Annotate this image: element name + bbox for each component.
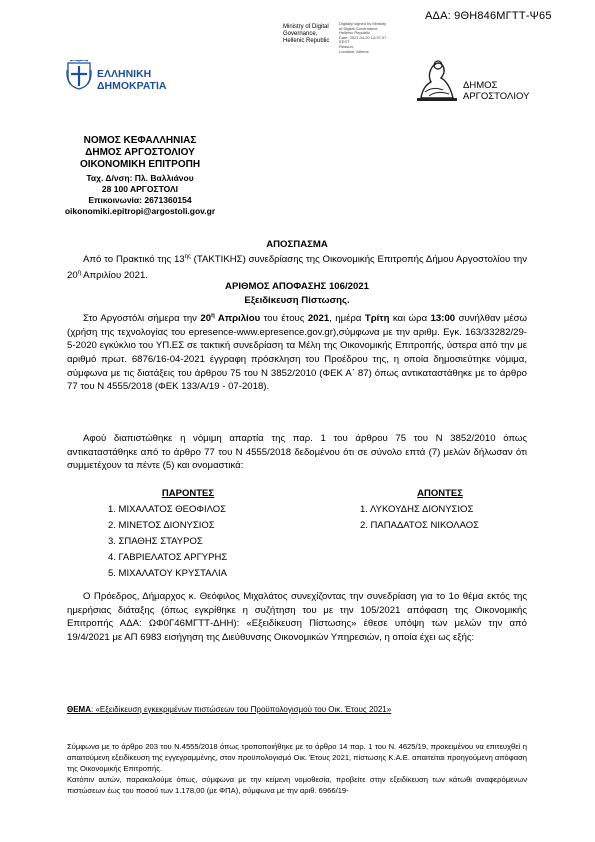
signature-details (339, 22, 419, 54)
issuer-header (55, 135, 225, 217)
p1-text: του έτους (260, 313, 308, 325)
municipality-line: ΑΡΓΟΣΤΟΛΙΟΥ (463, 91, 530, 102)
email-link[interactable]: oikonomiki.epitropi@argostoli.gov.gr (64, 206, 216, 216)
p1-bold: 13:00 (430, 313, 456, 325)
decision-subject: Εξειδίκευση Πίστωσης. (244, 295, 350, 306)
committee-title: ΟΙΚΟΝΟΜΙΚΗ ΕΠΙΤΡΟΠΗ (79, 159, 201, 170)
p1-bold: 2021 (307, 313, 330, 325)
present-member: 3. ΣΠΑΘΗΣ ΣΤΑΥΡΟΣ (108, 536, 203, 547)
thema-line (67, 705, 527, 714)
document-title: ΑΠΟΣΠΑΣΜΑ (266, 239, 328, 250)
present-heading: ΠΑΡΟΝΤΕΣ (161, 488, 215, 499)
intro-text: (ΤΑΚΤΙΚΗΣ) συνεδρίασης της Οικονομικής Επιτροπής Δήμου Αργοστολίου την 20 (67, 254, 527, 281)
thema-text: : «Εξειδίκευση εγκεκριμένων πιστώσεων του Προϋπολογισμού του Οικ. Έτους 2021» (91, 705, 392, 714)
session-paragraph (67, 310, 527, 394)
absent-heading: ΑΠΟΝΤΕΣ (417, 488, 463, 499)
signature-detail-line: Location: Athens (339, 48, 369, 54)
signature-detail-line: Digitally signed by Ministry (339, 21, 387, 26)
signature-org-line: Ministry of Digital (283, 24, 329, 30)
postal-code: 28 100 ΑΡΓΟΣΤΟΛΙ (101, 184, 179, 194)
intro-text: Από το Πρακτικό της 13 (83, 254, 185, 266)
p1-sup: η (211, 313, 215, 319)
signature-detail-line: EEST (339, 39, 350, 45)
signature-detail-line: of Digital Governance, (339, 25, 379, 31)
p1-text: , ημέρα (329, 313, 365, 325)
signature-detail-line: Date: 2021.04.20 14:37:37 (339, 34, 387, 40)
municipality-title: ΔΗΜΟΣ ΑΡΓΟΣΤΟΛΙΟΥ (85, 147, 195, 158)
hellenic-republic-line: ΕΛΛΗΝΙΚΗ (97, 68, 152, 80)
request-paragraph: Κατόπιν αυτών, παρακαλούμε όπως, σύμφωνα με την κείμενη νομοθεσία, προβείτε στην εξειδίκευση των κάτωθι αναφερόμενων πιστώσεων έως του ποσού των 1.178,00 (με ΦΠΑ), σύμφωνα με την αριθ. 6966/19- (67, 775, 527, 795)
decision-number: ΑΡΙΘΜΟΣ ΑΠΟΦΑΣΗΣ 106/2021 (225, 281, 369, 292)
legal-basis-paragraph: Σύμφωνα με το άρθρο 203 του Ν.4555/2018 όπως τροποποιήθηκε με το άρθρο 14 παρ. 1 του Ν. 4625/19, προκειμένου να επιτευχθεί η απαιτούμενη εξειδίκευση της εγγεγραμμένης, στον προϋπολογισμό Οικ. Έτους 2021, πίστωσης Κ.Α.Ε. απαιτείται προηγούμενη απόφαση της Οικονομικής Επιτροπής. (67, 742, 527, 773)
address: Ταχ. Δ/νση: Πλ. Βαλλιάνου (86, 173, 194, 183)
municipality-statue-icon (413, 56, 461, 107)
hellenic-republic-line: ΔΗΜΟΚΡΑΤΙΑ (97, 80, 167, 92)
phone: Επικοινωνία: 2671360154 (88, 195, 192, 205)
present-member: 5. ΜΙΧΑΛΑΤΟΥ ΚΡΥΣΤΑΛΙΑ (108, 568, 227, 579)
quorum-paragraph: Αφού διαπιστώθηκε η νόμιμη απαρτία της παρ. 1 του άρθρου 75 του Ν 3852/2010 όπως αντικαταστάθηκε από το άρθρο 77 του Ν 4555/2018 δεδομένου ότι σε σύνολο επτά (7) μελών δήλωσαν ότι συμμετέχουν τα πέντε (5) και ονομαστικά: (67, 433, 527, 472)
municipality-label (463, 80, 529, 102)
p1-text: Στο Αργοστόλι σήμερα την (83, 313, 201, 325)
prefecture-title: ΝΟΜΟΣ ΚΕΦΑΛΛΗΝΙΑΣ (83, 135, 197, 146)
present-member: 1. ΜΙΧΑΛΑΤΟΣ ΘΕΟΦΙΛΟΣ (108, 504, 227, 515)
intro-sup: ης (184, 254, 191, 260)
ada-code: ΑΔΑ: 9ΘΗ846ΜΓΤΤ-Ψ65 (425, 10, 552, 22)
present-member: 2. ΜΙΝΕΤΟΣ ΔΙΟΝΥΣΙΟΣ (108, 520, 215, 531)
intro-sup: η (77, 269, 82, 276)
absent-member: 1. ΛΥΚΟΥΔΗΣ ΔΙΟΝΥΣΙΟΣ (360, 504, 474, 515)
intro-text: Απριλίου 2021. (81, 269, 148, 281)
thema-label: ΘΕΜΑ (67, 705, 91, 714)
absent-members (360, 486, 520, 534)
present-members (108, 486, 268, 582)
signature-detail-line: Hellenic Republic (339, 30, 370, 36)
absent-member: 2. ΠΑΠΑΔΑΤΟΣ ΝΙΚΟΛΑΟΣ (360, 520, 479, 531)
p1-text: συνήλθαν μέσω (χρήση της τεχνολογίας του epresence-www.epresence.gov.gr),σύμφωνα με την αριθμ. Εγκ. 163/33282/29-5-2020 εγκύκλιο του ΥΠ.ΕΣ σε τακτική συνεδρίαση τα Μέλη της Οικονομικής Επιτροπής, ύστερα από την με αριθμό πρωτ. 6876/16-04-2021 έγγραφη πρόσκληση του Προέδρου της, η οποία δημοσιεύτηκε νόμιμα, σύμφωνα με τις διατάξεις του άρθρου 75 του Ν 3852/2010 (ΦΕΚ Α΄ 87) όπως αντικαταστάθηκε με το άρθρο 77 του Ν 4555/2018 (ΦΕΚ 133/Α/19 - 07-2018). (67, 313, 527, 393)
signature-org-line: Governance, (283, 31, 318, 37)
p1-bold: Απριλίου (214, 313, 261, 325)
municipality-line: ΔΗΜΟΣ (463, 80, 498, 91)
intro-paragraph (67, 251, 527, 283)
p1-bold: 20 (200, 313, 212, 325)
p1-text: και ώρα (389, 313, 431, 325)
greek-emblem-icon (66, 60, 92, 95)
signature-org-line: Hellenic Republic (283, 38, 330, 44)
present-member: 4. ΓΑΒΡΙΕΛΑΤΟΣ ΑΡΓΥΡΗΣ (108, 552, 228, 563)
p1-bold: Τρίτη (364, 313, 390, 325)
signature-organization (283, 24, 329, 45)
signature-detail-line: Reason: (339, 43, 354, 49)
discussion-paragraph: Ο Πρόεδρος, Δήμαρχος κ. Θεόφιλος Μιχαλάτος συνεχίζοντας την συνεδρίαση για το 1ο θέμα εκτός της ημερήσιας διάταξης (όπως εγκρίθηκε η συζήτηση του με την 105/2021 απόφαση της Οικονομικής Επιτροπής ΑΔΑ: ΩΦ0Γ46ΜΓΤΤ-ΔΗΗ): «Εξειδίκευση Πίστωσης» έθεσε υπόψη των μελών την από 19/4/2021 με ΑΠ 6983 εισήγηση της Διεύθυνσης Οικονομικών Υπηρεσιών, η οποία έχει ως εξής: (67, 591, 527, 643)
hellenic-republic-label (97, 68, 166, 92)
